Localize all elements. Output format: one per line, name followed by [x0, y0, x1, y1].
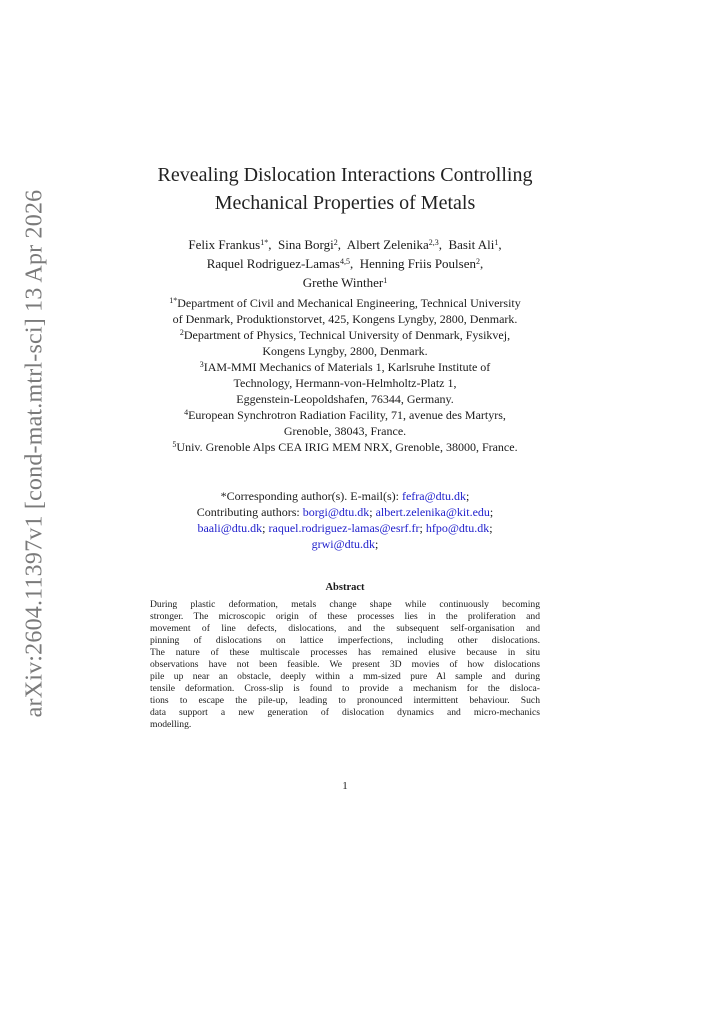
abstract-line: pinning of dislocations on lattice imperfections, including other dislocations. — [150, 635, 540, 646]
abstract-line: tensile deformation. Cross-slip is found to provide a mechanism for the disloca- — [150, 683, 540, 694]
affiliation — [110, 407, 580, 439]
author-list — [110, 235, 580, 292]
abstract-line: data support a new generation of dislocation dynamics and micro-mechanics — [150, 707, 540, 718]
abstract-line: stronger. The microscopic origin of these processes lies in the proliferation and — [150, 611, 540, 622]
contributing-label: Contributing authors: — [196, 505, 300, 519]
abstract-text — [150, 599, 540, 731]
author: Grethe Winther$^1$ — [302, 275, 388, 290]
email-link[interactable]: baali@dtu.dk — [197, 521, 263, 535]
author: Henning Friis Poulsen$^2$, — [359, 256, 484, 271]
author: Albert Zelenika$^{2,3}$, — [346, 237, 442, 252]
contributing-line: Contributing authors: borgi@dtu.dk; albert.zelenika@kit.edu; — [196, 505, 494, 519]
affiliation-text: IAM-MMI Mechanics of Materials 1, Karlsruhe Institute of — [203, 360, 491, 374]
abstract-line: pile up near an obstacle, deeply within a mm-sized pure Al sample and during — [150, 671, 540, 682]
affiliation — [110, 439, 580, 455]
affiliation-text: Kongens Lyngby, 2800, Denmark. — [262, 344, 428, 358]
affiliation-marker: 3 — [199, 360, 204, 369]
author: Sina Borgi$^2$, — [278, 237, 341, 252]
affiliation-text: of Denmark, Produktionstorvet, 425, Kongens Lyngby, 2800, Denmark. — [172, 312, 518, 326]
email-link[interactable]: raquel.rodriguez-lamas@esrf.fr — [268, 521, 420, 535]
affiliation — [110, 295, 580, 327]
affiliation-text: European Synchrotron Radiation Facility, 71, avenue des Martyrs, — [188, 408, 506, 422]
title-line: Mechanical Properties of Metals — [214, 192, 476, 214]
affiliation-text: Univ. Grenoble Alps CEA IRIG MEM NRX, Grenoble, 38000, France. — [176, 440, 518, 454]
author: Felix Frankus$^{1*}$, — [188, 237, 272, 252]
affiliation — [110, 359, 580, 407]
abstract-line: tions to escape the pile-up, leading to pronounced intermittent behaviour. Such — [150, 695, 540, 706]
affiliation-text: Department of Civil and Mechanical Engineering, Technical University — [177, 296, 521, 310]
affiliation-text: Eggenstein-Leopoldshafen, 76344, Germany. — [236, 392, 454, 406]
author: Basit Ali$^1$, — [448, 237, 502, 252]
affiliation — [110, 327, 580, 359]
affiliation-text: Department of Physics, Technical University of Denmark, Fysikvej, — [183, 328, 511, 342]
affiliations — [110, 295, 580, 455]
affiliation-text: Technology, Hermann-von-Helmholtz-Platz 1, — [233, 376, 457, 390]
email-link[interactable]: fefra@dtu.dk — [401, 489, 466, 503]
arxiv-stamp-text: arXiv:2604.11397v1 [cond-mat.mtrl-sci] 13 Apr 2026 — [21, 189, 48, 717]
abstract-line: During plastic deformation, metals change shape while continuously becoming — [150, 599, 540, 610]
author-line — [110, 254, 580, 273]
page-number: 1 — [342, 780, 348, 792]
author-line — [110, 235, 580, 254]
paper-title — [120, 161, 570, 217]
affiliation-marker: 1* — [169, 296, 178, 305]
affiliation-marker: 4 — [184, 408, 189, 417]
title-line: Revealing Dislocation Interactions Controlling — [157, 164, 533, 186]
affiliation-marker: 2 — [179, 328, 184, 337]
corresponding-label: *Corresponding author(s). E-mail(s): — [220, 489, 399, 503]
contributing-line: baali@dtu.dk; raquel.rodriguez-lamas@esrf.fr; hfpo@dtu.dk; — [197, 521, 493, 535]
contact-block — [110, 488, 580, 552]
email-link[interactable]: hfpo@dtu.dk — [425, 521, 490, 535]
abstract-heading: Abstract — [325, 582, 365, 593]
abstract-line: movement of line defects, dislocations, and the subsequent self-organisation and — [150, 623, 540, 634]
arxiv-stamp — [18, 189, 52, 717]
abstract-line: observations have not been feasible. We present 3D movies of how dislocations — [150, 659, 540, 670]
author-line — [110, 273, 580, 292]
contributing-line: grwi@dtu.dk; — [311, 537, 379, 551]
email-link[interactable]: albert.zelenika@kit.edu — [375, 505, 490, 519]
email-link[interactable]: grwi@dtu.dk — [311, 537, 376, 551]
author: Raquel Rodriguez-Lamas$^{4,5}$, — [206, 256, 354, 271]
email-link[interactable]: borgi@dtu.dk — [302, 505, 370, 519]
abstract-line: modelling. — [150, 719, 192, 730]
affiliation-marker: 5 — [172, 440, 177, 449]
corresponding-line: *Corresponding author(s). E-mail(s): fefra@dtu.dk; — [220, 489, 470, 503]
abstract-line: The nature of these multiscale processes has remained elusive because in situ — [150, 647, 540, 658]
affiliation-text: Grenoble, 38043, France. — [283, 424, 407, 438]
